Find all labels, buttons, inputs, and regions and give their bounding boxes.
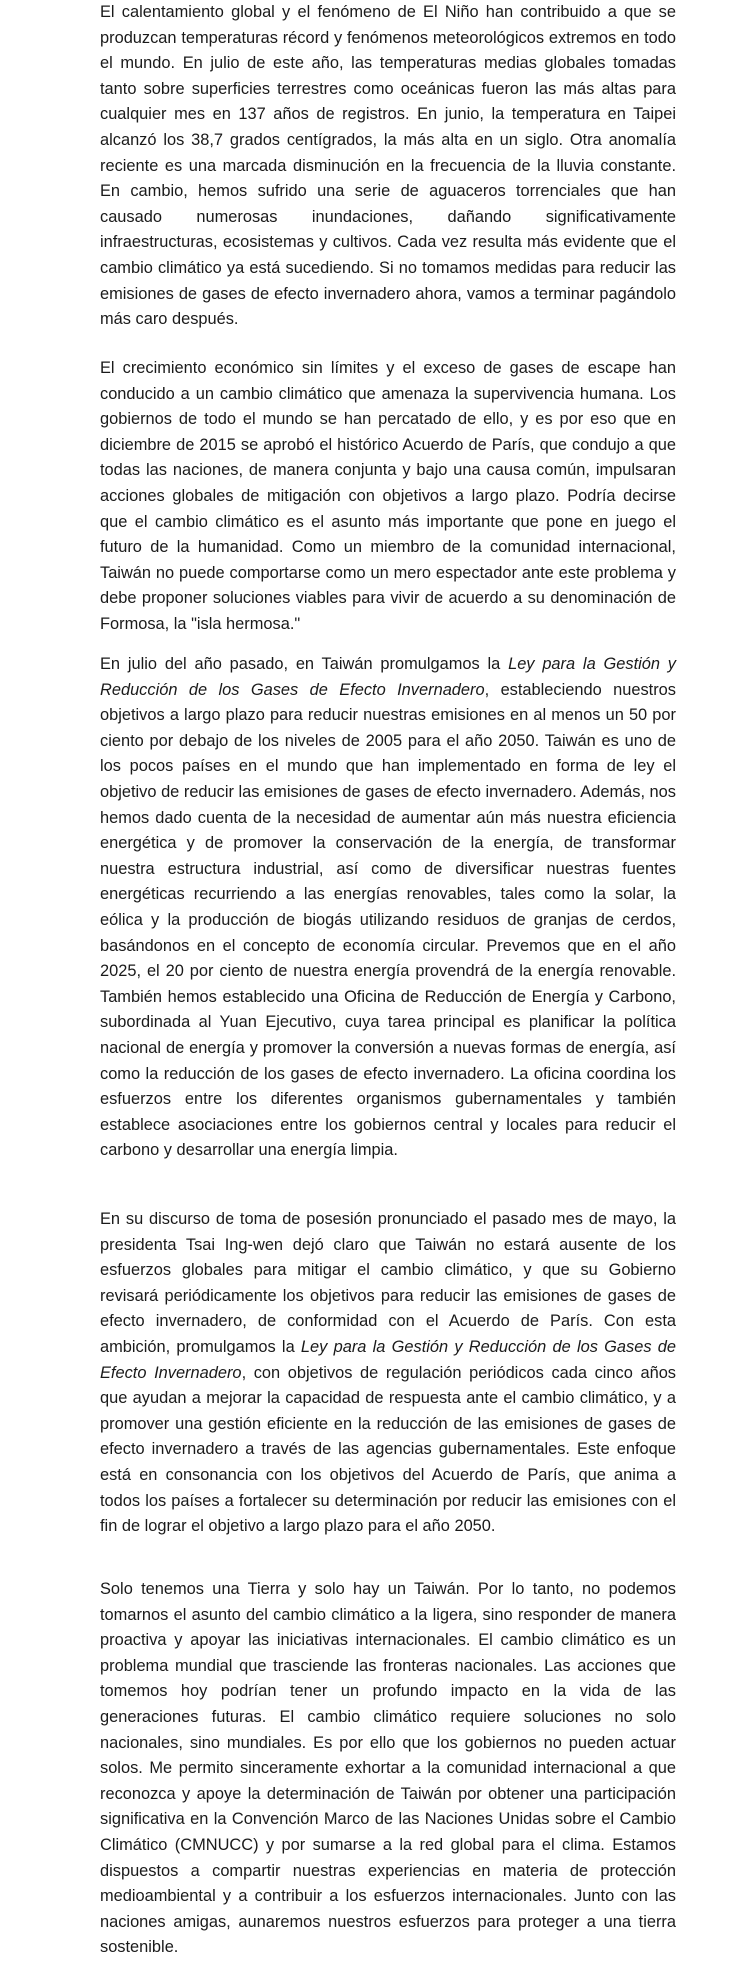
paragraph-global-warming: El calentamiento global y el fenómeno de El Niño han contribuido a que se produzcan temperaturas récord y fenómenos meteorológicos extremos en todo el mundo. En julio de este año, las temperaturas medias globales tomadas tanto sobre superficies terrestres como oceánicas fueron las más altas para cualquier mes en 137 años de registros. En junio, la temperatura en Taipei alcanzó los 38,7 grados centígrados, la más alta en un siglo. Otra anomalía reciente es una marcada disminución en la frecuencia de la lluvia constante. En cambio, hemos sufrido una serie de aguaceros torrenciales que han causado numerosas inundaciones, dañando significativamente infraestructuras, ecosistemas y cultivos. Cada vez resulta más evidente que el cambio climático ya está sucediendo. Si no tomamos medidas para reducir las emisiones de gases de efecto invernadero ahora, vamos a terminar pagándolo más caro después. xyxy=(100,3,676,329)
law-title: Ley para la Gestión y Reducción de los Gases de Efecto Invernadero xyxy=(100,655,676,699)
paragraph-paris-agreement: El crecimiento económico sin límites y el exceso de gases de escape han conducido a un cambio climático que amenaza la supervivencia humana. Los gobiernos de todo el mundo se han percatado de ello, y es por eso que en diciembre de 2015 se aprobó el histórico Acuerdo de París, que condujo a que todas las naciones, de manera conjunta y bajo una causa común, impulsaran acciones globales de mitigación con objetivos a largo plazo. Podría decirse que el cambio climático es el asunto más importante que pone en juego el futuro de la humanidad. Como un miembro de la comunidad internacional, Taiwán no puede comportarse como un mero espectador ante este problema y debe proponer soluciones viables para vivir de acuerdo a su denominación de Formosa, la "isla hermosa." xyxy=(100,359,676,633)
paragraph-taiwan-law xyxy=(100,652,676,1164)
paragraph-text: , con objetivos de regulación periódicos cada cinco años que ayudan a mejorar la capacidad de respuesta ante el cambio climático, y a promover una gestión eficiente en la reducción de las emisiones de gases de efecto invernadero a través de las agencias gubernamentales. Este enfoque está en consonancia con los objetivos del Acuerdo de París, que anima a todos los países a fortalecer su determinación por reducir las emisiones con el fin de lograr el objetivo a largo plazo para el año 2050. xyxy=(100,1363,677,1536)
law-title: Ley para la Gestión y Reducción de los Gases de Efecto Invernadero xyxy=(100,1337,676,1382)
paragraph-one-earth: Solo tenemos una Tierra y solo hay un Taiwán. Por lo tanto, no podemos tomarnos el asunto del cambio climático a la ligera, sino responder de manera proactiva y apoyar las iniciativas internacionales. El cambio climático es un problema mundial que trasciende las fronteras nacionales. Las acciones que tomemos hoy podrían tener un profundo impacto en la vida de las generaciones futuras. El cambio climático requiere soluciones no solo nacionales, sino mundiales. Es por ello que los gobiernos no pueden actuar solos. Me permito sinceramente exhortar a la comunidad internacional a que reconozca y apoye la determinación de Taiwán por obtener una participación significativa en la Convención Marco de las Naciones Unidas sobre el Cambio Climático (CMNUCC) y por sumarse a la red global para el clima. Estamos dispuestos a compartir nuestras experiencias en materia de protección medioambiental y a contribuir a los esfuerzos internacionales. Junto con las naciones amigas, aunaremos nuestros esfuerzos para proteger a una tierra sostenible. xyxy=(100,1580,676,1957)
paragraph-text: , estableciendo nuestros objetivos a largo plazo para reducir nuestras emisiones en al menos un 50 por ciento por debajo de los niveles de 2005 para el año 2050. Taiwán es uno de los pocos países en el mundo que han implementado en forma de ley el objetivo de reducir las emisiones de gases de efecto invernadero. Además, nos hemos dado cuenta de la necesidad de aumentar aún más nuestra eficiencia energética y de promover la conservación de la energía, de transformar nuestra estructura industrial, así como de diversificar nuestras fuentes energéticas recurriendo a las energías renovables, tales como la solar, la eólica y la producción de biogás utilizando residuos de granjas de cerdos, basándonos en el concepto de economía circular. Prevemos que en el año 2025, el 20 por ciento de nuestra energía provendrá de la energía renovable. También hemos establecido una Oficina de Reducción de Energía y Carbono, subordinada al Yuan Ejecutivo, cuya tarea principal es planificar la política nacional de energía y promover la conversión a nuevas formas de energía, así como la reducción de los gases de efecto invernadero. La oficina coordina los esfuerzos entre los diferentes organismos gubernamentales y también establece asociaciones entre los gobiernos central y locales para reducir el carbono y desarrollar una energía limpia. xyxy=(100,680,676,1160)
paragraph-text: En su discurso de toma de posesión pronunciado el pasado mes de mayo, la presidenta Tsai Ing-wen dejó claro que Taiwán no estará ausente de los esfuerzos globales para mitigar el cambio climático, y que su Gobierno revisará periódicamente los objetivos para reducir las emisiones de gases de efecto invernadero, de conformidad con el Acuerdo de París. Con esta ambición, promulgamos la xyxy=(100,1210,676,1356)
paragraph-inauguration-speech xyxy=(100,1207,676,1540)
paragraph-text: En julio del año pasado, en Taiwán promulgamos la xyxy=(100,655,509,673)
